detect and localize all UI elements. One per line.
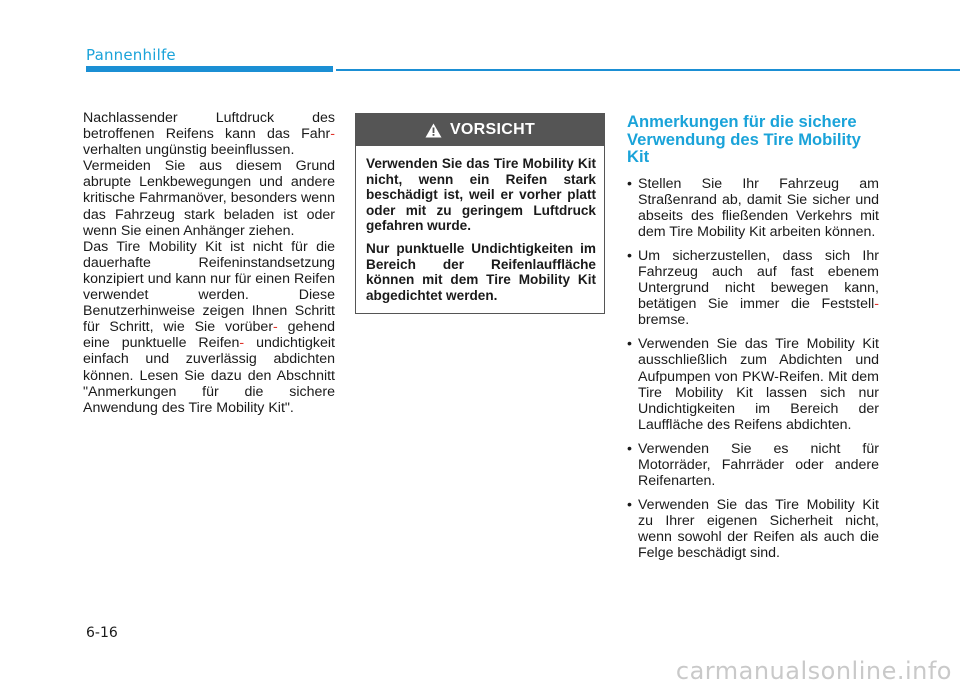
text-line: den Abschnitt "Anmerkungen für die	[83, 367, 335, 400]
list-item-text-tail: bremse.	[638, 312, 690, 329]
list-item	[627, 176, 879, 240]
text-line: beladen ist oder wenn Sie einen	[83, 206, 335, 239]
paragraph-3	[83, 239, 335, 416]
bullet-icon: •	[627, 175, 632, 192]
text-line: abrupte Lenkbewegungen und	[83, 174, 283, 191]
hyphen-mark: -	[874, 296, 879, 313]
text-line: verhalten ungünstig beeinflussen.	[83, 142, 295, 159]
caution-header	[356, 114, 604, 146]
bullet-icon: •	[627, 497, 632, 514]
caution-paragraph: Nur punktuelle Undichtigkeiten im Bereich der Reifenlauffläche können mit dem Tire Mobility Kit abgedichtet werden.	[366, 240, 596, 303]
list-item-text: Um sicherzustellen, dass sich Ihr Fahrzeug auch auf fast ebenem Untergrund nicht bewegen kann, betätigen Sie immer die Feststell	[638, 247, 879, 313]
text-line: betroffenen Reifens kann das Fahr	[83, 126, 331, 143]
bullet-icon: •	[627, 440, 632, 457]
caution-paragraph: Verwenden Sie das Tire Mobility Kit nicht, wenn ein Reifen stark beschädigt ist, weil er vorher platt oder mit zu geringem Luftdruck gefahren wurde.	[366, 156, 596, 234]
notes-heading: Anmerkungen für die sichere Verwendung des Tire Mobility Kit	[627, 112, 861, 166]
page-number: 6-16	[86, 625, 118, 641]
text-line: Das Tire Mobility Kit ist nicht für die	[83, 238, 335, 255]
text-line: Nachlassender Luftdruck des	[83, 110, 335, 126]
list-item	[627, 336, 879, 433]
text-line: konzipiert und kann nur für einen	[83, 270, 290, 287]
caution-title: VORSICHT	[449, 121, 536, 138]
section-title: Pannenhilfe	[86, 46, 176, 64]
header-rule-thin	[336, 69, 960, 71]
text-line: Vermeiden Sie aus diesem Grund	[83, 158, 335, 175]
list-item-text: Verwenden Sie es nicht für Motorräder, Fahrräder oder andere Reifenarten.	[638, 440, 879, 490]
text-line: gehend eine punktuelle Reifen	[83, 319, 335, 352]
list-item	[627, 497, 879, 561]
bullet-icon: •	[627, 247, 632, 264]
text-line: Benutzerhinweise zeigen Ihnen	[83, 303, 288, 320]
watermark: carmanualsonline.info	[675, 657, 952, 685]
text-line: Anhänger ziehen.	[183, 222, 295, 239]
text-line: Reifen verwendet werden. Diese	[83, 270, 335, 304]
hyphen-mark: -	[273, 319, 278, 336]
list-item-text: Stellen Sie Ihr Fahrzeug am Straßenrand ab, damit Sie sicher und abseits des fließenden Verkehrs mit dem Tire Mobility Kit arbeiten können.	[638, 175, 879, 240]
list-item-text: Verwenden Sie das Tire Mobility Kit ausschließlich zum Abdichten und Aufpumpen von PKW-Reifen. Mit dem Tire Mobility Kit lassen sich nur Undichtigkeiten im Bereich der Lauffläche des Reifens abdichten.	[638, 336, 879, 433]
bullet-icon: •	[627, 336, 632, 353]
list-item	[627, 441, 879, 489]
paragraph-1	[83, 110, 335, 158]
text-line: Schritt für Schritt, wie Sie vorüber	[83, 303, 335, 336]
warning-triangle-icon	[425, 123, 442, 138]
text-line: sichere Anwendung des Tire Mobility	[83, 383, 335, 416]
text-line: besonders wenn das Fahrzeug stark	[83, 190, 335, 223]
list-item	[627, 248, 879, 328]
notes-list	[627, 176, 879, 562]
text-line: andere kritische Fahrmanöver,	[83, 174, 335, 207]
caution-box	[355, 113, 605, 314]
paragraph-2	[83, 158, 335, 238]
list-item-text: Verwenden Sie das Tire Mobility Kit zu Ihrer eigenen Sicherheit nicht, wenn sowohl der Reifen als auch die Felge beschädigt sind.	[638, 497, 879, 562]
text-line: dauerhafte Reifeninstandsetzung	[83, 254, 335, 271]
hyphen-mark: -	[330, 126, 335, 143]
text-line: abdichten können. Lesen Sie dazu	[83, 351, 335, 384]
header-rule-thick	[86, 66, 333, 72]
text-line: Kit".	[268, 399, 294, 416]
hyphen-mark: -	[239, 335, 245, 352]
text-line: undichtigkeit einfach und zuverlässig	[83, 335, 335, 368]
left-column	[83, 110, 335, 416]
caution-body	[356, 146, 604, 303]
right-column	[627, 113, 879, 570]
